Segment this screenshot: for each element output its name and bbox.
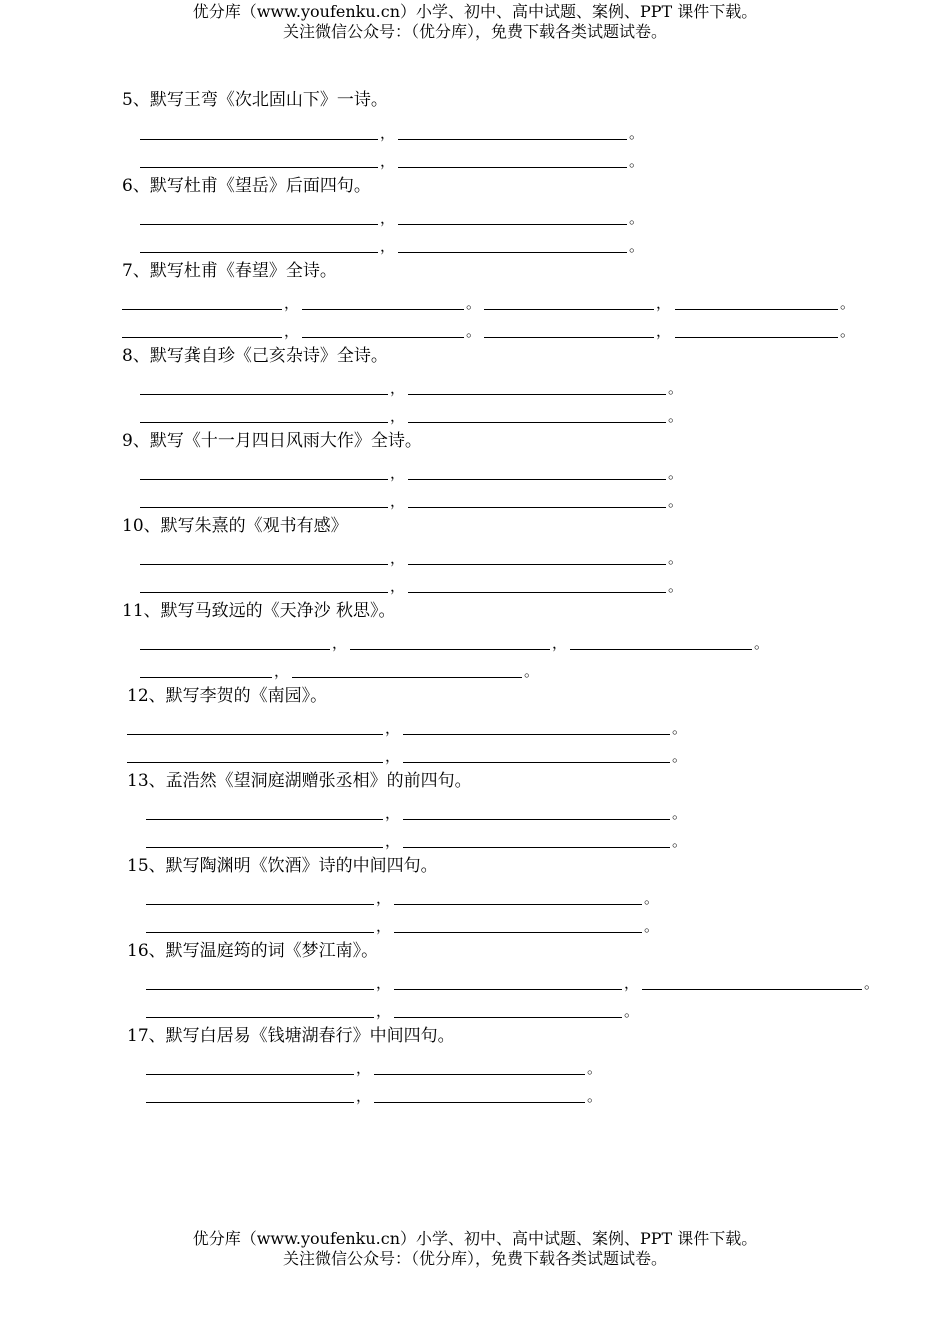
period-mark: 。 (524, 662, 540, 680)
period-mark: 。 (629, 209, 645, 227)
header-line-2: 关注微信公众号：（优分库），免费下载各类试题试卷。 (282, 22, 667, 41)
answer-blank[interactable] (403, 718, 670, 735)
answer-blank[interactable] (140, 208, 378, 225)
comma-mark: ， (356, 1087, 372, 1105)
period-mark: 。 (629, 124, 645, 142)
answer-blank[interactable] (146, 1058, 354, 1075)
answer-blank[interactable] (394, 888, 642, 905)
comma-mark: ， (376, 974, 392, 992)
comma-mark: ， (390, 549, 406, 567)
answer-row (0, 576, 950, 596)
comma-mark: ， (376, 889, 392, 907)
answer-row (0, 973, 950, 993)
period-mark: 。 (587, 1087, 603, 1105)
comma-mark: ， (385, 747, 401, 765)
answer-blank[interactable] (484, 321, 654, 338)
comma-mark: ， (274, 662, 290, 680)
answer-row (0, 123, 950, 143)
answer-blank[interactable] (394, 916, 642, 933)
answer-blank[interactable] (675, 293, 838, 310)
answer-blank[interactable] (403, 746, 670, 763)
answer-row (0, 803, 950, 823)
comma-mark: ， (656, 294, 672, 312)
question-label: 11、默写马致远的《天净沙 秋思》。 (122, 601, 396, 621)
answer-blank[interactable] (140, 151, 378, 168)
answer-blank[interactable] (408, 548, 666, 565)
answer-blank[interactable] (374, 1058, 585, 1075)
answer-blank[interactable] (484, 293, 654, 310)
answer-row (0, 1001, 950, 1021)
answer-blank[interactable] (140, 633, 330, 650)
header-line-1: 优分库（www.youfenku.cn）小学、初中、高中试题、案例、PPT 课件下载。 (192, 2, 758, 21)
period-mark: 。 (668, 492, 684, 510)
answer-blank[interactable] (146, 973, 374, 990)
footer-line-1: 优分库（www.youfenku.cn）小学、初中、高中试题、案例、PPT 课件下载。 (192, 1229, 758, 1248)
comma-mark: ， (390, 577, 406, 595)
period-mark: 。 (587, 1059, 603, 1077)
comma-mark: ， (552, 634, 568, 652)
answer-blank[interactable] (140, 123, 378, 140)
comma-mark: ， (332, 634, 348, 652)
answer-blank[interactable] (408, 406, 666, 423)
comma-mark: ， (390, 492, 406, 510)
answer-blank[interactable] (122, 321, 282, 338)
answer-blank[interactable] (350, 633, 550, 650)
answer-row (0, 321, 950, 341)
comma-mark: ， (385, 719, 401, 737)
answer-blank[interactable] (642, 973, 862, 990)
period-mark: 。 (644, 917, 660, 935)
answer-blank[interactable] (394, 973, 622, 990)
answer-row (0, 746, 950, 766)
comma-mark: ， (376, 917, 392, 935)
question-label: 17、默写白居易《钱塘湖春行》中间四句。 (127, 1026, 455, 1046)
answer-blank[interactable] (140, 378, 388, 395)
answer-blank[interactable] (403, 803, 670, 820)
comma-mark: ， (380, 237, 396, 255)
period-mark: 。 (668, 577, 684, 595)
comma-mark: ， (380, 124, 396, 142)
question-label: 8、默写龚自珍《己亥杂诗》全诗。 (122, 346, 388, 366)
answer-blank[interactable] (398, 236, 627, 253)
answer-blank[interactable] (140, 491, 388, 508)
question-label: 9、默写《十一月四日风雨大作》全诗。 (122, 431, 422, 451)
question-label: 10、默写朱熹的《观书有感》 (122, 516, 348, 536)
question-label: 12、默写李贺的《南园》。 (127, 686, 328, 706)
answer-row (0, 718, 950, 738)
answer-blank[interactable] (408, 463, 666, 480)
answer-blank[interactable] (408, 576, 666, 593)
comma-mark: ， (385, 832, 401, 850)
comma-mark: ， (284, 294, 300, 312)
comma-mark: ， (284, 322, 300, 340)
answer-blank[interactable] (394, 1001, 622, 1018)
answer-blank[interactable] (146, 803, 383, 820)
answer-blank[interactable] (408, 491, 666, 508)
period-mark: 。 (840, 294, 856, 312)
answer-blank[interactable] (127, 718, 383, 735)
period-mark: 。 (644, 889, 660, 907)
comma-mark: ， (656, 322, 672, 340)
answer-row (0, 1086, 950, 1106)
answer-blank[interactable] (140, 463, 388, 480)
answer-row (0, 661, 950, 681)
answer-blank[interactable] (146, 916, 374, 933)
answer-blank[interactable] (675, 321, 838, 338)
answer-row (0, 378, 950, 398)
answer-blank[interactable] (403, 831, 670, 848)
period-mark: 。 (466, 294, 482, 312)
answer-blank[interactable] (374, 1086, 585, 1103)
answer-blank[interactable] (398, 123, 627, 140)
answer-blank[interactable] (398, 208, 627, 225)
answer-row (0, 1058, 950, 1078)
answer-blank[interactable] (570, 633, 752, 650)
answer-row (0, 916, 950, 936)
comma-mark: ， (624, 974, 640, 992)
answer-row (0, 831, 950, 851)
period-mark: 。 (754, 634, 770, 652)
period-mark: 。 (668, 407, 684, 425)
answer-blank[interactable] (127, 746, 383, 763)
period-mark: 。 (629, 237, 645, 255)
period-mark: 。 (672, 719, 688, 737)
question-label: 16、默写温庭筠的词《梦江南》。 (127, 941, 379, 961)
comma-mark: ， (380, 209, 396, 227)
period-mark: 。 (864, 974, 880, 992)
answer-row (0, 406, 950, 426)
answer-blank[interactable] (146, 888, 374, 905)
answer-row (0, 293, 950, 313)
answer-blank[interactable] (302, 321, 464, 338)
period-mark: 。 (466, 322, 482, 340)
period-mark: 。 (672, 804, 688, 822)
period-mark: 。 (840, 322, 856, 340)
comma-mark: ， (356, 1059, 372, 1077)
question-label: 13、孟浩然《望洞庭湖赠张丞相》的前四句。 (127, 771, 472, 791)
period-mark: 。 (668, 549, 684, 567)
comma-mark: ， (390, 464, 406, 482)
answer-row (0, 463, 950, 483)
comma-mark: ， (390, 379, 406, 397)
comma-mark: ， (390, 407, 406, 425)
answer-blank[interactable] (140, 406, 388, 423)
comma-mark: ， (385, 804, 401, 822)
comma-mark: ， (376, 1002, 392, 1020)
answer-blank[interactable] (122, 293, 282, 310)
period-mark: 。 (668, 464, 684, 482)
footer-line-2: 关注微信公众号：（优分库），免费下载各类试题试卷。 (282, 1249, 667, 1268)
answer-row (0, 151, 950, 171)
question-label: 7、默写杜甫《春望》全诗。 (122, 261, 337, 281)
period-mark: 。 (624, 1002, 640, 1020)
answer-row (0, 208, 950, 228)
answer-blank[interactable] (140, 661, 272, 678)
question-label: 15、默写陶渊明《饮酒》诗的中间四句。 (127, 856, 438, 876)
period-mark: 。 (629, 152, 645, 170)
comma-mark: ， (380, 152, 396, 170)
answer-blank[interactable] (398, 151, 627, 168)
answer-row (0, 633, 950, 653)
answer-blank[interactable] (140, 576, 388, 593)
answer-row (0, 888, 950, 908)
answer-blank[interactable] (146, 1086, 354, 1103)
answer-blank[interactable] (140, 548, 388, 565)
answer-blank[interactable] (292, 661, 522, 678)
answer-blank[interactable] (140, 236, 378, 253)
answer-blank[interactable] (408, 378, 666, 395)
question-label: 5、默写王弯《次北固山下》一诗。 (122, 90, 388, 110)
answer-row (0, 236, 950, 256)
answer-blank[interactable] (146, 1001, 374, 1018)
answer-blank[interactable] (146, 831, 383, 848)
period-mark: 。 (668, 379, 684, 397)
answer-row (0, 491, 950, 511)
period-mark: 。 (672, 832, 688, 850)
answer-blank[interactable] (302, 293, 464, 310)
period-mark: 。 (672, 747, 688, 765)
question-label: 6、默写杜甫《望岳》后面四句。 (122, 176, 371, 196)
answer-row (0, 548, 950, 568)
